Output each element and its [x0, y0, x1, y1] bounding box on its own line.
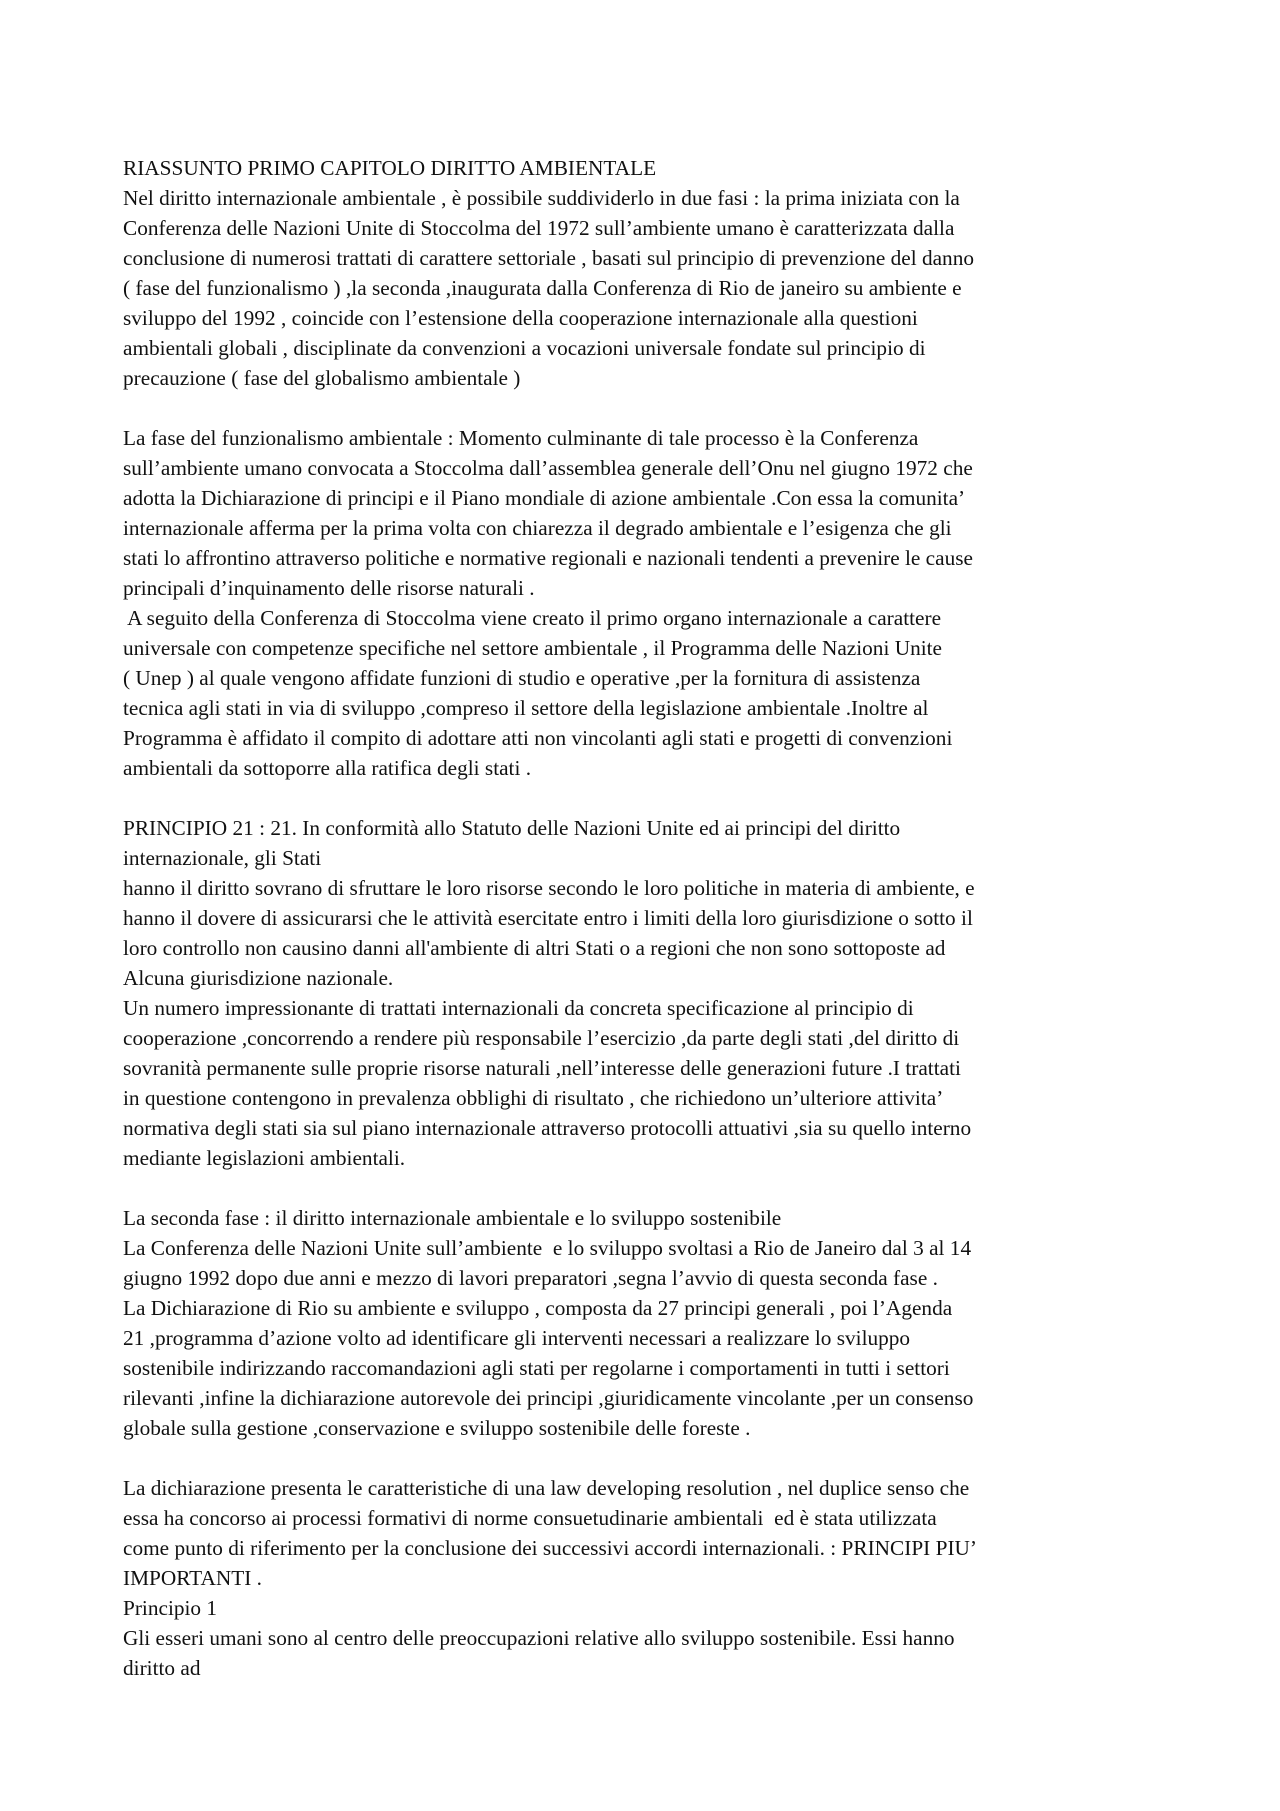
principio-21-paragraph	[123, 813, 1173, 993]
intro-paragraph	[123, 183, 1173, 393]
text-line: come punto di riferimento per la conclusione dei successivi accordi internazionali. : PRINCIPI PIU’	[123, 1536, 978, 1560]
text-line: A seguito della Conferenza di Stoccolma viene creato il primo organo internazionale a carattere	[123, 606, 942, 630]
text-line: loro controllo non causino danni all'ambiente di altri Stati o a regioni che non sono sottoposte ad	[123, 936, 946, 960]
seconda-fase-heading	[123, 1203, 1173, 1233]
text-line: Conferenza delle Nazioni Unite di Stoccolma del 1972 sull’ambiente umano è caratterizzata dalla	[123, 216, 955, 240]
text-line: La Dichiarazione di Rio su ambiente e sviluppo , composta da 27 principi generali , poi l’Agenda	[123, 1296, 953, 1320]
text-line: adotta la Dichiarazione di principi e il Piano mondiale di azione ambientale .Con essa la comunita’	[123, 486, 966, 510]
text-line: conclusione di numerosi trattati di carattere settoriale , basati sul principio di prevenzione del danno	[123, 246, 975, 270]
text-line: mediante legislazioni ambientali.	[123, 1146, 406, 1170]
text-line: ( fase del funzionalismo ) ,la seconda ,inaugurata dalla Conferenza di Rio de janeiro su ambiente e	[123, 276, 962, 300]
text-line: Un numero impressionante di trattati internazionali da concreta specificazione al principio di	[123, 996, 914, 1020]
text-line: sostenibile indirizzando raccomandazioni agli stati per regolarne i comportamenti in tutti i settori	[123, 1356, 950, 1380]
rio-paragraph	[123, 1233, 1173, 1293]
text-line: Gli esseri umani sono al centro delle preoccupazioni relative allo sviluppo sostenibile. Essi hanno	[123, 1626, 955, 1650]
text-line: universale con competenze specifiche nel settore ambientale , il Programma delle Nazioni Unite	[123, 636, 943, 660]
text-line: internazionale, gli Stati	[123, 846, 322, 870]
text-line: normativa degli stati sia sul piano internazionale attraverso protocolli attuativi ,sia su quello interno	[123, 1116, 972, 1140]
text-line: sovranità permanente sulle proprie risorse naturali ,nell’interesse delle generazioni future .I trattati	[123, 1056, 961, 1080]
text-line: sviluppo del 1992 , coincide con l’estensione della cooperazione internazionale alla questioni	[123, 306, 918, 330]
text-line: ambientali da sottoporre alla ratifica degli stati .	[123, 756, 532, 780]
text-line: RIASSUNTO PRIMO CAPITOLO DIRITTO AMBIENTALE	[123, 156, 657, 180]
unep-paragraph	[123, 603, 1173, 783]
text-line: Programma è affidato il compito di adottare atti non vincolanti agli stati e progetti di convenzioni	[123, 726, 953, 750]
funzionalismo-paragraph	[123, 423, 1173, 603]
text-line: internazionale afferma per la prima volta con chiarezza il degrado ambientale e l’esigenza che gli	[123, 516, 952, 540]
text-line: precauzione ( fase del globalismo ambientale )	[123, 366, 521, 390]
text-line: hanno il dovere di assicurarsi che le attività esercitate entro i limiti della loro giurisdizione o sotto il	[123, 906, 973, 930]
text-line: La Conferenza delle Nazioni Unite sull’ambiente e lo sviluppo svoltasi a Rio de Janeiro dal 3 al 14	[123, 1236, 972, 1260]
document-title	[123, 153, 1173, 183]
paragraph-spacer	[123, 783, 1173, 813]
text-line: tecnica agli stati in via di sviluppo ,compreso il settore della legislazione ambientale .Inoltre al	[123, 696, 929, 720]
text-line: hanno il diritto sovrano di sfruttare le loro risorse secondo le loro politiche in materia di ambiente, e	[123, 876, 975, 900]
text-line: La fase del funzionalismo ambientale : Momento culminante di tale processo è la Conferenza	[123, 426, 919, 450]
text-line: La seconda fase : il diritto internazionale ambientale e lo sviluppo sostenibile	[123, 1206, 782, 1230]
law-developing-paragraph	[123, 1473, 1173, 1593]
text-line: 21 ,programma d’azione volto ad identificare gli interventi necessari a realizzare lo sviluppo	[123, 1326, 911, 1350]
text-line: diritto ad	[123, 1656, 201, 1680]
document-body	[123, 153, 1173, 1683]
text-line: essa ha concorso ai processi formativi di norme consuetudinarie ambientali ed è stata utilizzata	[123, 1506, 937, 1530]
text-line: La dichiarazione presenta le caratteristiche di una law developing resolution , nel duplice senso che	[123, 1476, 970, 1500]
text-line: cooperazione ,concorrendo a rendere più responsabile l’esercizio ,da parte degli stati ,del diritto di	[123, 1026, 960, 1050]
trattati-paragraph	[123, 993, 1173, 1173]
text-line: Principio 1	[123, 1596, 218, 1620]
text-line: stati lo affrontino attraverso politiche e normative regionali e nazionali tendenti a prevenire le cause	[123, 546, 973, 570]
principio-1-paragraph	[123, 1623, 1173, 1683]
text-line: in questione contengono in prevalenza obblighi di risultato , che richiedono un’ulteriore attivita’	[123, 1086, 944, 1110]
text-line: Nel diritto internazionale ambientale , è possibile suddividerlo in due fasi : la prima iniziata con la	[123, 186, 960, 210]
text-line: principali d’inquinamento delle risorse naturali .	[123, 576, 535, 600]
text-line: giugno 1992 dopo due anni e mezzo di lavori preparatori ,segna l’avvio di questa seconda fase .	[123, 1266, 938, 1290]
paragraph-spacer	[123, 393, 1173, 423]
text-line: IMPORTANTI .	[123, 1566, 262, 1590]
text-line: globale sulla gestione ,conservazione e sviluppo sostenibile delle foreste .	[123, 1416, 751, 1440]
paragraph-spacer	[123, 1173, 1173, 1203]
text-line: PRINCIPIO 21 : 21. In conformità allo Statuto delle Nazioni Unite ed ai principi del diritto	[123, 816, 901, 840]
text-line: sull’ambiente umano convocata a Stoccolma dall’assemblea generale dell’Onu nel giugno 1972 che	[123, 456, 973, 480]
paragraph-spacer	[123, 1443, 1173, 1473]
text-line: ( Unep ) al quale vengono affidate funzioni di studio e operative ,per la fornitura di assistenza	[123, 666, 921, 690]
text-line: ambientali globali , disciplinate da convenzioni a vocazioni universale fondate sul principio di	[123, 336, 926, 360]
principio-1-heading	[123, 1593, 1173, 1623]
text-line: rilevanti ,infine la dichiarazione autorevole dei principi ,giuridicamente vincolante ,per un consenso	[123, 1386, 974, 1410]
text-line: Alcuna giurisdizione nazionale.	[123, 966, 394, 990]
dichiarazione-rio-paragraph	[123, 1293, 1173, 1443]
